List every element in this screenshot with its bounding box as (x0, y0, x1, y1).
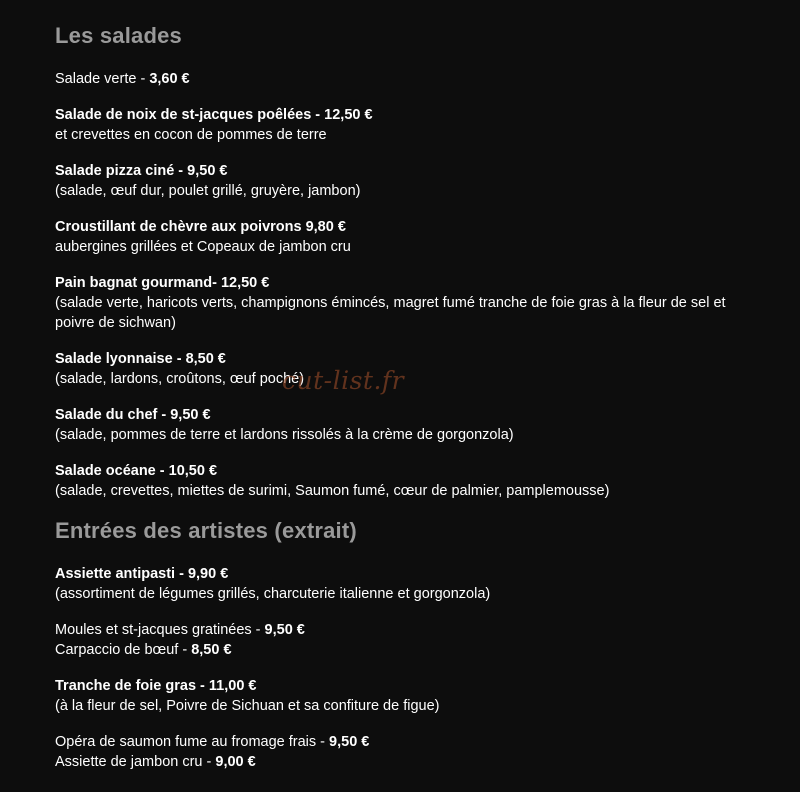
item-name: Croustillant de chèvre aux poivrons (55, 219, 306, 235)
item-price: 9,80 € (305, 219, 346, 235)
menu-item (55, 349, 755, 389)
item-price: 8,50 € (191, 642, 232, 658)
item-name: Tranche de foie gras - (55, 678, 209, 694)
section-salades (55, 22, 755, 501)
item-name: Opéra de saumon fume au fromage frais - (55, 734, 330, 750)
item-price: 9,50 € (329, 734, 370, 750)
menu (55, 22, 755, 788)
item-description: et crevettes en cocon de pommes de terre (55, 127, 327, 143)
item-line (55, 273, 755, 293)
item-description: (salade, crevettes, miettes de surimi, Saumon fumé, cœur de palmier, pamplemousse) (55, 483, 610, 499)
item-line (55, 105, 755, 125)
item-line (55, 69, 755, 89)
item-description: (salade, lardons, croûtons, œuf poché) (55, 371, 305, 387)
item-line (55, 620, 755, 640)
menu-item (55, 732, 755, 772)
item-line (55, 349, 755, 369)
item-name: Carpaccio de bœuf - (55, 642, 192, 658)
item-line (55, 161, 755, 181)
menu-item (55, 564, 755, 604)
item-name: Assiette de jambon cru - (55, 754, 216, 770)
menu-item (55, 217, 755, 257)
item-description: (à la fleur de sel, Poivre de Sichuan et sa confiture de figue) (55, 698, 440, 714)
item-price: 3,60 € (149, 71, 190, 87)
section-title: Entrées des artistes (extrait) (55, 518, 357, 543)
item-name: Salade océane - (55, 463, 169, 479)
item-price: 11,00 € (208, 678, 257, 694)
menu-item (55, 676, 755, 716)
menu-item (55, 273, 755, 333)
item-name: Pain bagnat gourmand- (55, 275, 221, 291)
item-description: (salade, œuf dur, poulet grillé, gruyère, jambon) (55, 183, 361, 199)
item-line (55, 564, 755, 584)
item-name: Salade de noix de st-jacques poêlées - (55, 107, 325, 123)
item-price: 9,50 € (187, 163, 228, 179)
item-line (55, 676, 755, 696)
menu-item (55, 69, 755, 89)
item-name: Salade du chef - (55, 407, 171, 423)
item-price: 9,50 € (170, 407, 211, 423)
item-name: Salade pizza ciné - (55, 163, 188, 179)
item-line (55, 405, 755, 425)
item-name: Assiette antipasti - (55, 566, 188, 582)
menu-item (55, 461, 755, 501)
menu-item (55, 161, 755, 201)
item-price: 9,90 € (187, 566, 229, 582)
item-line (55, 217, 755, 237)
item-name: Moules et st-jacques gratinées - (55, 622, 265, 638)
menu-item (55, 405, 755, 445)
watermark-logo: cut-list.fr (282, 366, 405, 395)
section-title: Les salades (55, 23, 182, 48)
item-price: 9,00 € (215, 754, 256, 770)
item-price: 12,50 € (220, 275, 270, 291)
item-line (55, 752, 755, 772)
item-description: (assortiment de légumes grillés, charcuterie italienne et gorgonzola) (55, 586, 491, 602)
item-price: 12,50 € (324, 107, 373, 123)
section-entrees (55, 517, 755, 772)
item-line (55, 640, 755, 660)
item-price: 8,50 € (185, 351, 226, 367)
item-price: 9,50 € (264, 622, 305, 638)
item-price: 10,50 € (168, 463, 218, 479)
item-line (55, 461, 755, 481)
menu-item (55, 105, 755, 145)
item-name: Salade verte - (55, 71, 150, 87)
item-description: (salade, pommes de terre et lardons rissolés à la crème de gorgonzola) (55, 427, 514, 443)
item-description: aubergines grillées et Copeaux de jambon cru (55, 239, 351, 255)
item-line (55, 732, 755, 752)
item-name: Salade lyonnaise - (55, 351, 186, 367)
item-description: (salade verte, haricots verts, champignons émincés, magret fumé tranche de foie gras à la fleur de sel et poivre de sichwan) (55, 295, 726, 331)
menu-item (55, 620, 755, 660)
